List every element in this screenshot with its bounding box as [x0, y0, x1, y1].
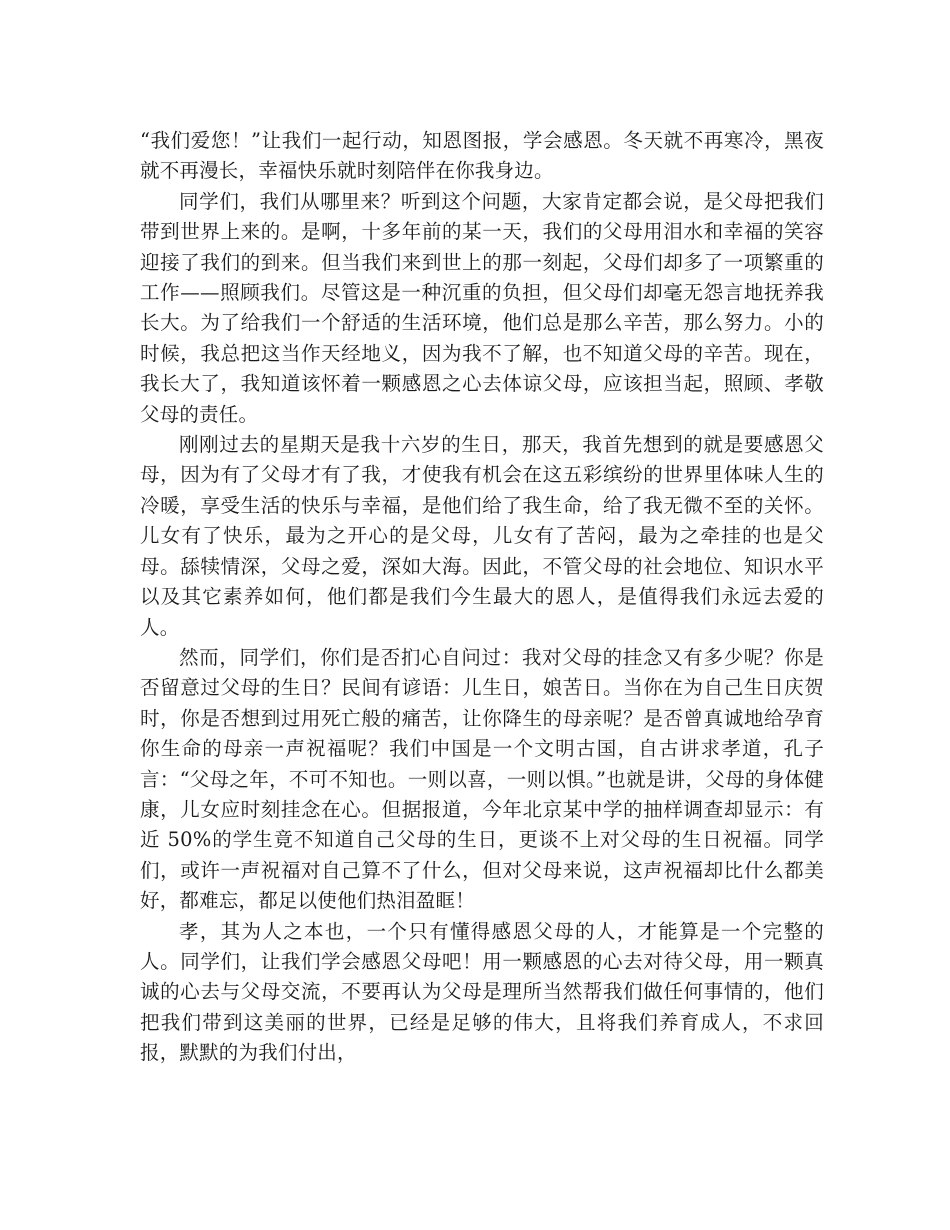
paragraph-2: 同学们，我们从哪里来？听到这个问题，大家肯定都会说，是父母把我们带到世界上来的。是啊，十多年前的某一天，我们的父母用泪水和幸福的笑容迎接了我们的到来。但当我们来到世上的那一刻起，父母们却多了一项繁重的工作——照顾我们。尽管这是一种沉重的负担，但父母们却毫无怨言地抚养我长大。为了给我们一个舒适的生活环境，他们总是那么辛苦，那么努力。小的时候，我总把这当作天经地义，因为我不了解，也不知道父母的辛苦。现在，我长大了，我知道该怀着一颗感恩之心去体谅父母，应该担当起，照顾、孝敬父母的责任。 — [140, 189, 824, 426]
body-text — [140, 126, 824, 1069]
paragraph-3: 刚刚过去的星期天是我十六岁的生日，那天，我首先想到的就是要感恩父母，因为有了父母才有了我，才使我有机会在这五彩缤纷的世界里体味人生的冷暖，享受生活的快乐与幸福，是他们给了我生命，给了我无微不至的关怀。儿女有了快乐，最为之开心的是父母，儿女有了苦闷，最为之牵挂的也是父母。舔犊情深，父母之爱，深如大海。因此，不管父母的社会地位、知识水平以及其它素养如何，他们都是我们今生最大的恩人，是值得我们永远去爱的人。 — [140, 433, 824, 639]
paragraph-4: 然而，同学们，你们是否扪心自问过：我对父母的挂念又有多少呢？你是否留意过父母的生日？民间有谚语：儿生日，娘苦日。当你在为自己生日庆贺时，你是否想到过用死亡般的痛苦，让你降生的母亲呢？是否曾真诚地给孕育你生命的母亲一声祝福呢？我们中国是一个文明古国，自古讲求孝道，孔子言：“父母之年，不可不知也。一则以喜，一则以惧。”也就是讲，父母的身体健康，儿女应时刻挂念在心。但据报道，今年北京某中学的抽样调查却显示：有近 50%的学生竟不知道自己父母的生日，更谈不上对父母的生日祝福。同学们，或许一声祝福对自己算不了什么，但对父母来说，这声祝福却比什么都美好，都难忘，都足以使他们热泪盈眶！ — [140, 645, 824, 913]
paragraph-5: 孝，其为人之本也，一个只有懂得感恩父母的人，才能算是一个完整的人。同学们，让我们学会感恩父母吧！用一颗感恩的心去对待父母，用一颗真诚的心去与父母交流，不要再认为父母是理所当然帮我们做任何事情的，他们把我们带到这美丽的世界，已经是足够的伟大，且将我们养育成人，不求回报，默默的为我们付出， — [140, 919, 824, 1065]
paragraph-1: “我们爱您！”让我们一起行动，知恩图报，学会感恩。冬天就不再寒冷，黑夜就不再漫长，幸福快乐就时刻陪伴在你我身边。 — [140, 129, 824, 183]
